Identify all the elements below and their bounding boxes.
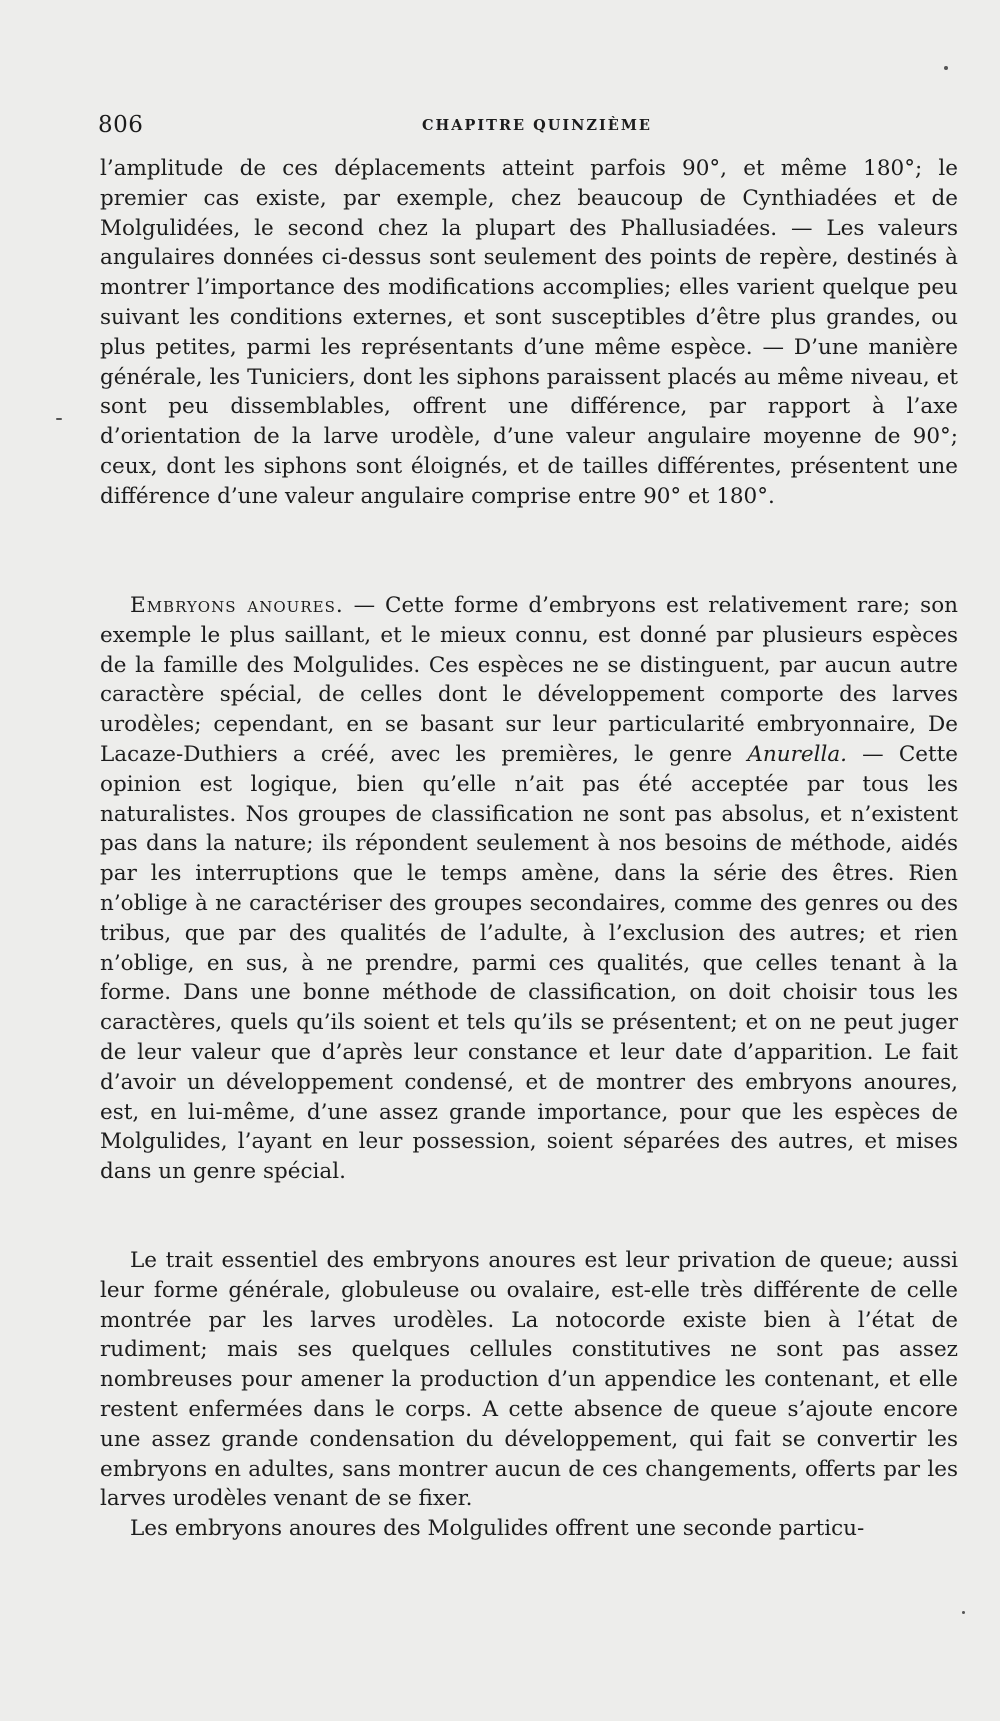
running-head: CHAPITRE QUINZIÈME [422,117,652,134]
scan-speck [56,418,62,420]
genus-name: Anurella. [747,741,847,767]
section-heading: Embryons anoures. [130,593,344,618]
paragraph-text: — Cette opinion est logique, bien qu’elle n’ait pas été acceptée par tous les naturalistes. Nos groupes de classification ne sont pas absolus, et n’existent pas dans la nature; ils répondent seulement à nos besoins de méthode, aidés par les interruptions que le temps amène, dans la série des êtres. Rien n’oblige à ne caractériser des groupes secondaires, comme des genres ou des tribus, que par des qualités de l’adulte, à l’exclusion des autres; et rien n’oblige, en sus, à ne prendre, parmi ces qualités, que celles tenant à la forme. Dans une bonne méthode de classification, on doit choisir tous les caractères, quels qu’ils soient et tels qu’ils se présentent; et on ne peut juger de leur valeur que d’après leur constance et leur date d’apparition. Le fait d’avoir un développement condensé, et de montrer des embryons anoures, est, en lui-même, d’une assez grande importance, pour que les espèces de Molgulides, l’ayant en leur possession, soient séparées des autres, et mises dans un genre spécial. [100,741,958,1185]
paragraph-angular-values [100,154,958,512]
paragraph-tail-absence [100,1246,958,1544]
paragraph-anurous-embryos [100,591,958,1187]
scan-speck [944,66,948,70]
paragraph-text: Le trait essentiel des embryons anoures est leur privation de queue; aussi leur forme générale, globuleuse ou ovalaire, est-elle très différente de celle montrée par les larves urodèles. La notocorde existe bien à l’état de rudiment; mais ses quelques cellules constitutives ne sont pas assez nombreuses pour amener la production d’un appendice les contenant, et elle restent enfermées dans le corps. A cette absence de queue s’ajoute encore une assez grande condensation du développement, qui fait se convertir les embryons en adultes, sans montrer aucun de ces changements, offerts par les larves urodèles venant de se fixer. [100,1248,958,1512]
page-header [98,112,958,144]
paragraph-text: — Cette forme d’embryons est relativement rare; son exemple le plus saillant, et le mieux connu, est donné par plusieurs espèces de la famille des Molgulides. Ces espèces ne se distinguent, par aucun autre caractère spécial, de celles dont le développement comporte des larves urodèles; cependant, en se basant sur leur particularité embryonnaire, De Lacaze-Duthiers a créé, avec les premières, le genre [100,593,958,767]
scan-speck [962,1611,965,1614]
paragraph-text-continued: Les embryons anoures des Molgulides offrent une seconde particu- [130,1516,865,1542]
page-number: 806 [98,112,144,138]
paragraph-text: l’amplitude de ces déplacements atteint parfois 90°, et même 180°; le premier cas existe, par exemple, chez beaucoup de Cynthiadées et de Molgulidées, le second chez la plupart des Phallusiadées. — Les valeurs angulaires données ci-dessus sont seulement des points de repère, destinés à montrer l’importance des modifications accomplies; elles varient quelque peu suivant les conditions externes, et sont susceptibles d’être plus grandes, ou plus petites, parmi les représentants d’une même espèce. — D’une manière générale, les Tuniciers, dont les siphons paraissent placés au même niveau, et sont peu dissemblables, offrent une différence, par rapport à l’axe d’orientation de la larve urodèle, d’une valeur angulaire moyenne de 90°; ceux, dont les siphons sont éloignés, et de tailles différentes, présentent une différence d’une valeur angulaire comprise entre 90° et 180°. [100,156,958,509]
